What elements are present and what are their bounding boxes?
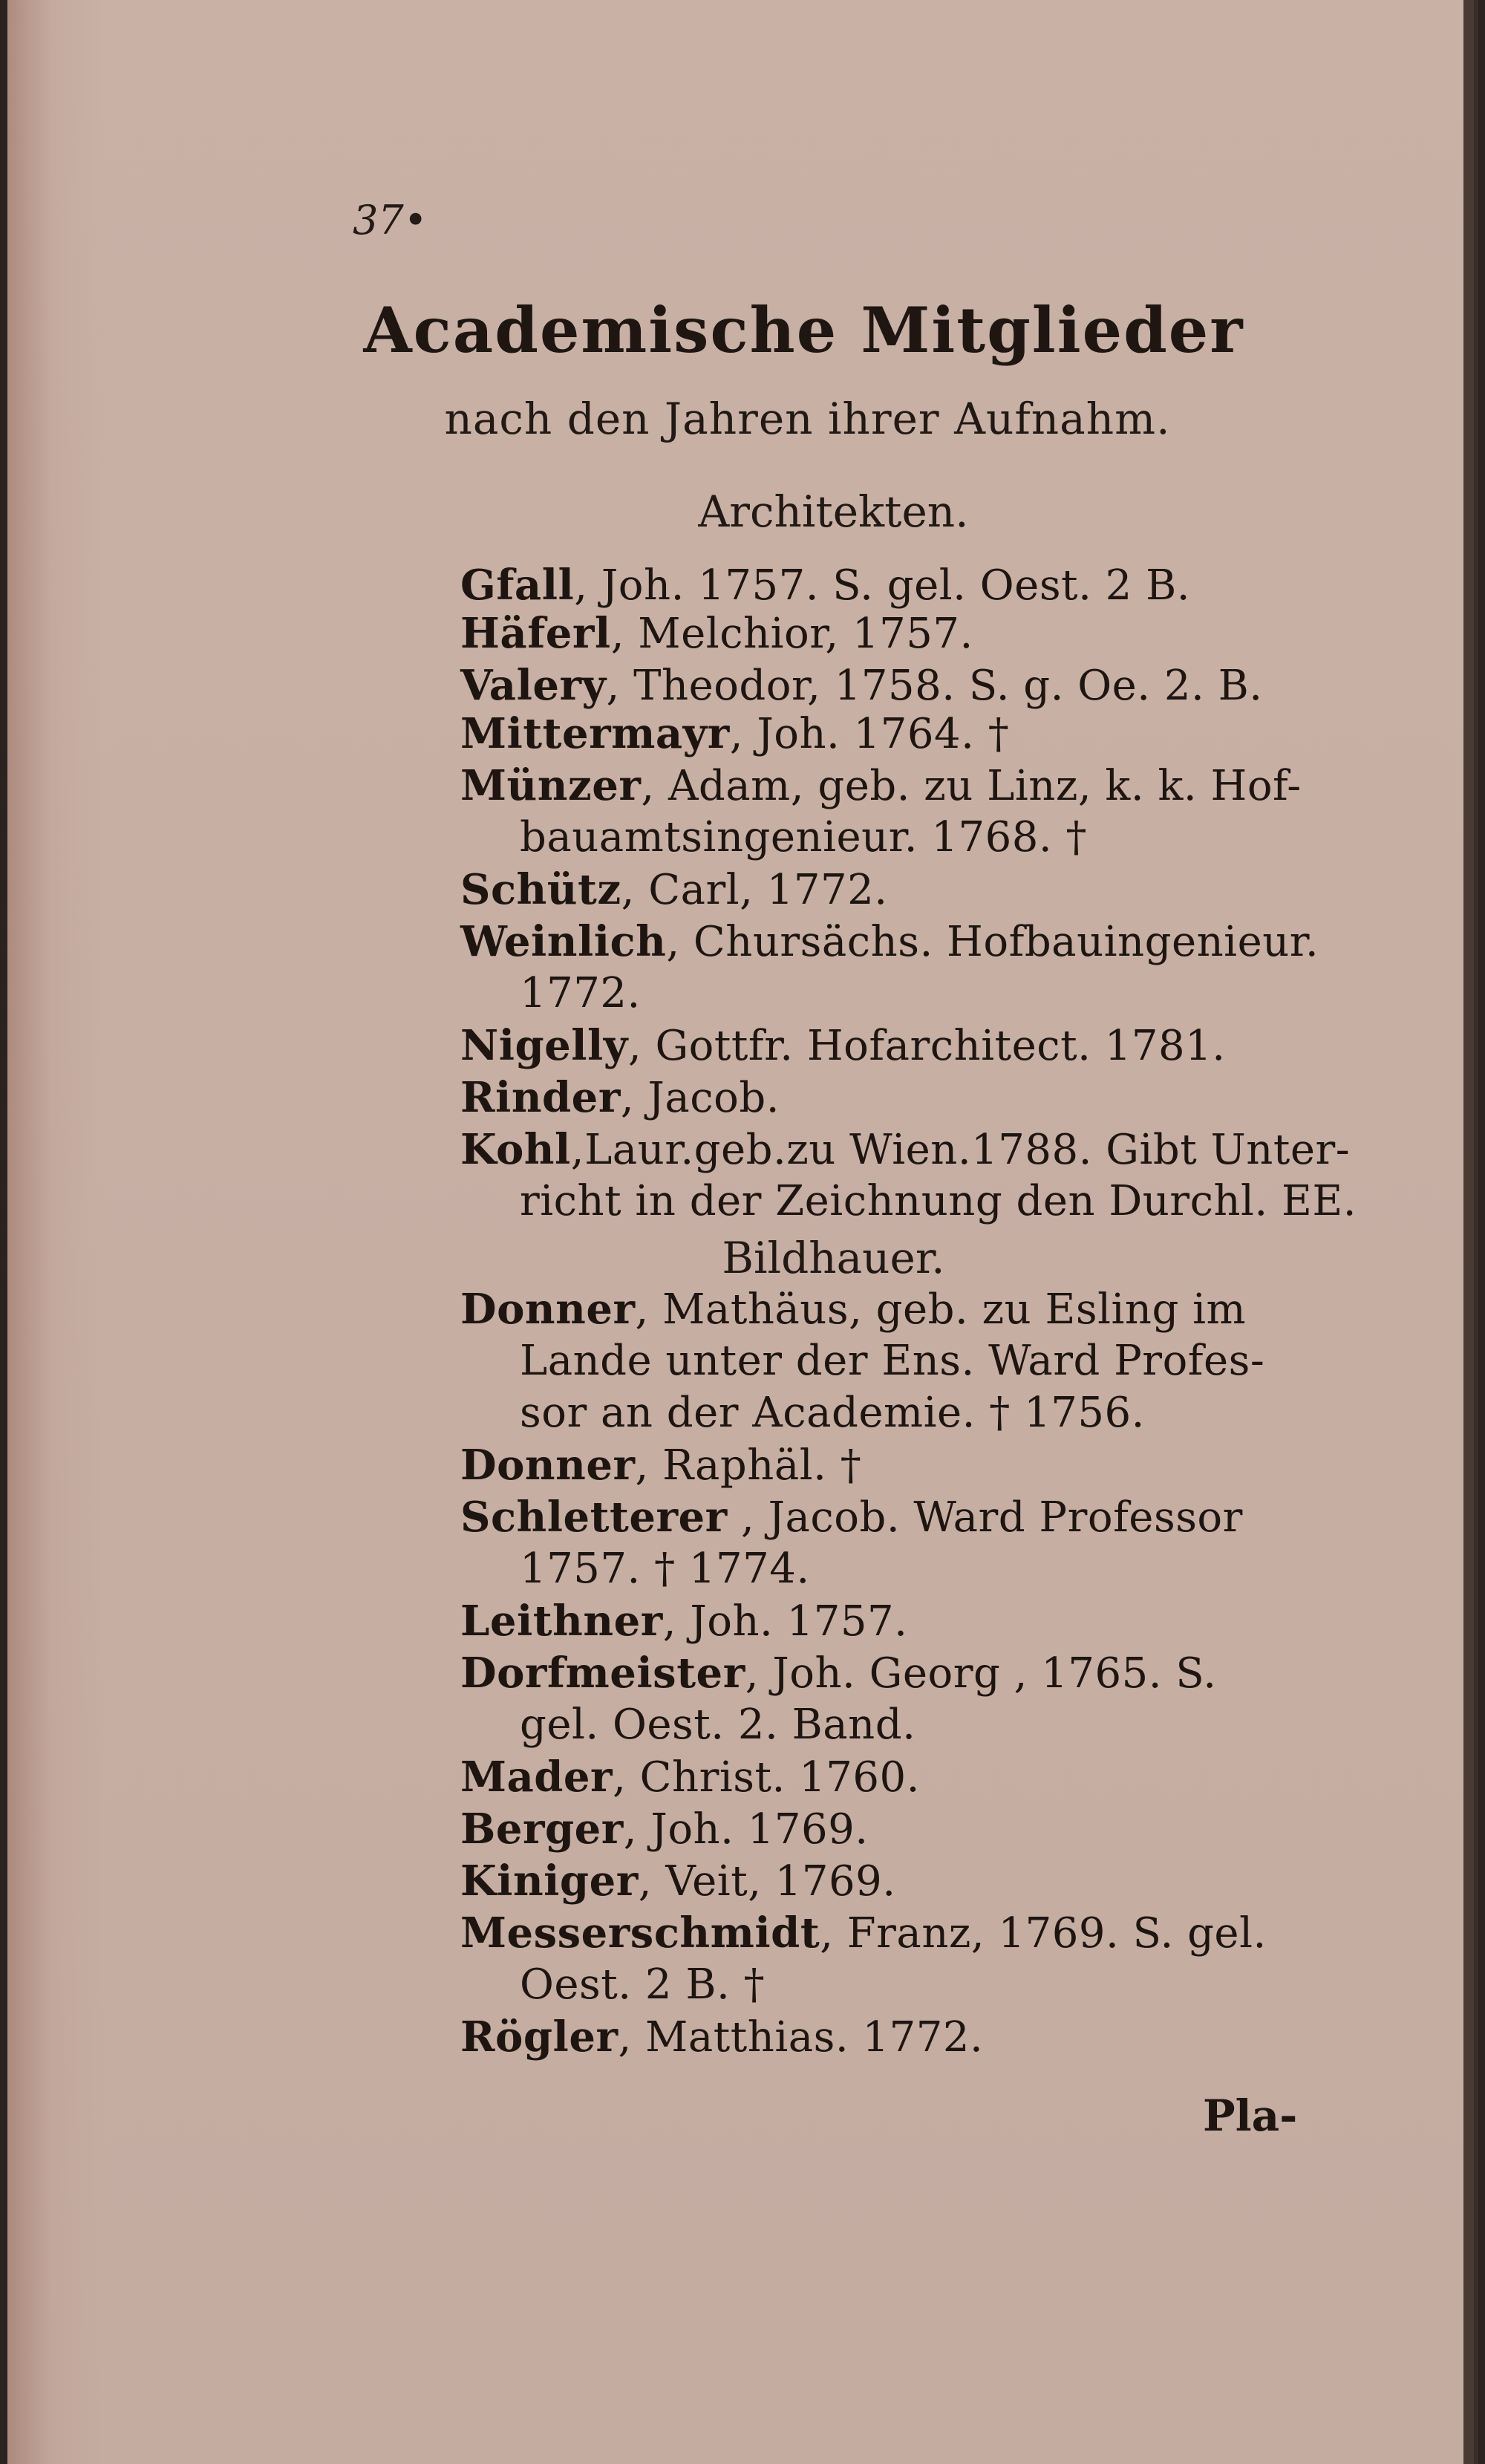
member-entry [460, 1073, 780, 1122]
member-details: , Jacob. Ward Professor [727, 1493, 1243, 1542]
member-details: ,Laur.geb.zu Wien.1788. Gibt Unter- [570, 1126, 1351, 1174]
member-name: Donner [460, 1441, 636, 1490]
member-entry [460, 1021, 1226, 1070]
member-details: sor an der Academie. † 1756. [520, 1389, 1145, 1437]
entry-continuation [520, 1701, 916, 1749]
member-details: , Chursächs. Hofbauingenieur. [666, 918, 1319, 966]
member-name: Dorfmeister [460, 1649, 745, 1698]
section-heading-bildhauer: Bildhauer. [722, 1233, 945, 1283]
member-name: Berger [460, 1805, 624, 1854]
member-name: Kiniger [460, 1857, 639, 1906]
member-entry [460, 609, 973, 658]
member-details: Lande unter der Ens. Ward Profes- [520, 1337, 1265, 1385]
entry-continuation [520, 1337, 1264, 1385]
member-entry [460, 917, 1319, 966]
member-entry [460, 761, 1302, 810]
member-name: Leithner [460, 1597, 663, 1646]
member-name: Messerschmidt [460, 1909, 820, 1958]
member-details: , Joh. Georg , 1765. S. [745, 1649, 1217, 1698]
member-entry [460, 1441, 861, 1490]
member-details: , Joh. 1757. S. gel. Oest. 2 B. [574, 561, 1191, 610]
member-details: gel. Oest. 2. Band. [520, 1701, 916, 1749]
member-entry [460, 1649, 1217, 1698]
member-entry [460, 661, 1263, 710]
page-number: 37• [353, 197, 428, 244]
member-details: , Jacob. [620, 1074, 780, 1122]
member-entry [460, 1285, 1246, 1334]
member-details: richt in der Zeichnung den Durchl. EE. [520, 1177, 1357, 1225]
member-name: Mader [460, 1753, 613, 1802]
member-name: Weinlich [460, 917, 667, 966]
member-entry [460, 1753, 920, 1802]
entry-continuation [520, 969, 641, 1017]
member-entry [460, 709, 1009, 758]
page-subtitle: nach den Jahren ihrer Aufnahm. [444, 394, 1171, 444]
member-name: Donner [460, 1285, 636, 1334]
member-entry [460, 2012, 983, 2062]
member-name: Schletterer [460, 1493, 728, 1542]
entry-continuation [520, 1177, 1357, 1225]
member-details: , Christ. 1760. [613, 1753, 920, 1802]
member-details: , Mathäus, geb. zu Esling im [635, 1285, 1247, 1334]
member-details: , Joh. 1764. † [729, 710, 1010, 758]
member-name: Münzer [460, 761, 642, 810]
member-name: Kohl [460, 1125, 571, 1174]
member-details: , Melchior, 1757. [610, 610, 973, 658]
entry-continuation [520, 813, 1087, 861]
member-details: , Veit, 1769. [638, 1857, 896, 1906]
member-details: , Carl, 1772. [621, 866, 888, 914]
catchword: Pla- [1203, 2090, 1298, 2141]
member-entry [460, 1909, 1267, 1958]
member-details: , Raphäl. † [635, 1441, 862, 1490]
member-name: Rinder [460, 1073, 621, 1122]
member-details: , Joh. 1769. [623, 1805, 869, 1854]
member-name: Rögler [460, 2012, 619, 2062]
member-details: , Theodor, 1758. S. g. Oe. 2. B. [606, 662, 1263, 710]
member-name: Valery [460, 661, 607, 710]
member-entry [460, 1125, 1350, 1174]
page-edge [1463, 0, 1474, 2464]
member-details: 1772. [520, 969, 641, 1017]
entry-continuation [520, 1961, 765, 2009]
book-page [7, 0, 1478, 2464]
member-entry [460, 1493, 1243, 1542]
member-name: Häferl [460, 609, 611, 658]
member-entry [460, 865, 888, 914]
member-entry [460, 1805, 869, 1854]
page-title: Academische Mitglieder [363, 293, 1244, 367]
member-name: Schütz [460, 865, 621, 914]
member-details: , Joh. 1757. [662, 1597, 908, 1646]
member-name: Mittermayr [460, 709, 730, 758]
member-details: , Gottfr. Hofarchitect. 1781. [627, 1022, 1226, 1070]
member-entry [460, 561, 1190, 610]
member-details: , Matthias. 1772. [618, 2013, 984, 2062]
member-entry [460, 1857, 896, 1906]
member-name: Nigelly [460, 1021, 628, 1070]
section-heading-architekten: Architekten. [698, 486, 969, 537]
member-details: , Franz, 1769. S. gel. [820, 1909, 1267, 1958]
member-entry [460, 1597, 907, 1646]
entry-continuation [520, 1545, 810, 1593]
member-details: Oest. 2 B. † [520, 1961, 766, 2009]
member-details: , Adam, geb. zu Linz, k. k. Hof- [641, 762, 1302, 810]
entry-continuation [520, 1389, 1145, 1437]
member-details: 1757. † 1774. [520, 1545, 810, 1593]
member-details: bauamtsingenieur. 1768. † [520, 813, 1088, 861]
member-name: Gfall [460, 561, 575, 610]
